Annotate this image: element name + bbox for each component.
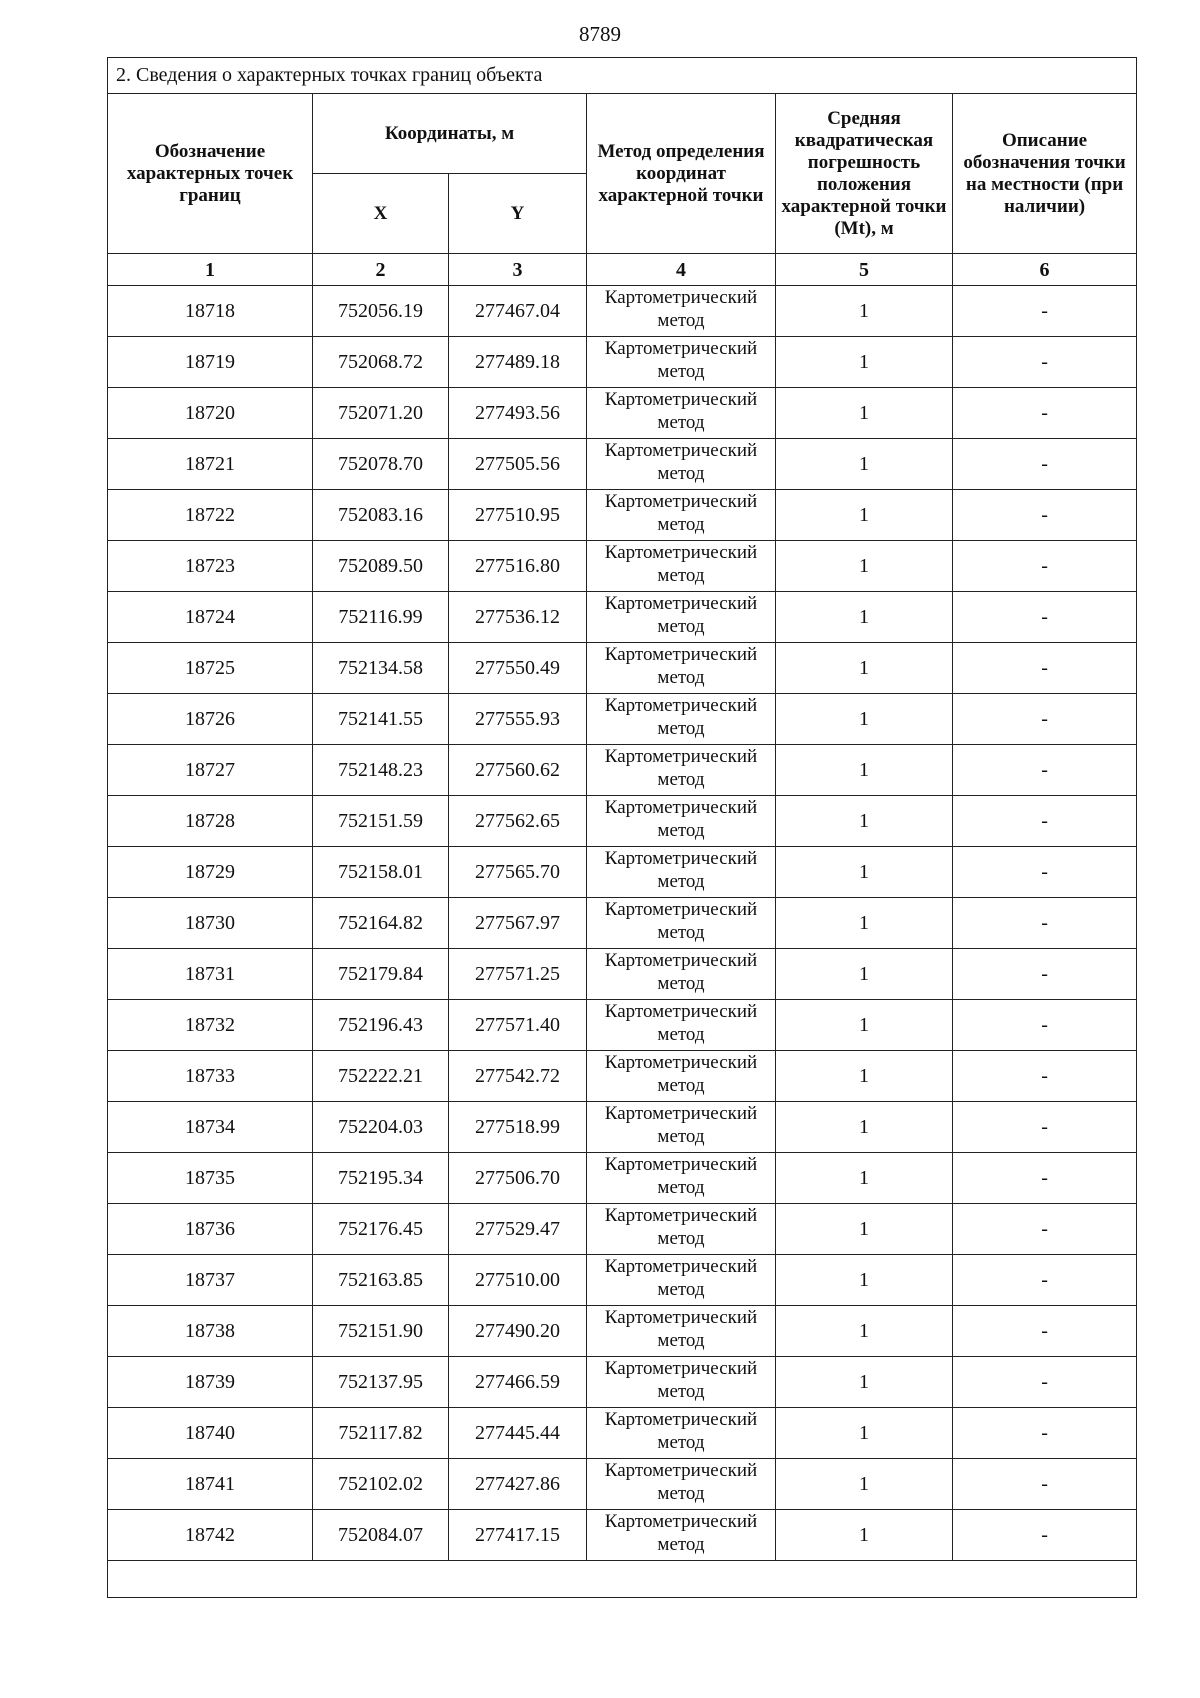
method-text-line1: Картометрический xyxy=(604,1103,758,1124)
table-body xyxy=(108,58,1137,1598)
point-id-cell: 18718 xyxy=(108,286,313,337)
table-row xyxy=(108,643,1137,694)
table-row xyxy=(108,1510,1137,1561)
method-cell xyxy=(587,1306,776,1357)
method-text-line1: Картометрический xyxy=(604,1511,758,1532)
y-coordinate-cell: 277571.40 xyxy=(449,1000,587,1051)
x-coordinate-cell: 752102.02 xyxy=(313,1459,449,1510)
method-cell xyxy=(587,1204,776,1255)
method-text-line1: Картометрический xyxy=(604,746,758,767)
y-coordinate-cell: 277567.97 xyxy=(449,898,587,949)
description-cell: - xyxy=(953,286,1137,337)
method-text-line2: метод xyxy=(657,1279,705,1300)
error-cell: 1 xyxy=(776,898,953,949)
table-row xyxy=(108,1459,1137,1510)
method-text-line1: Картометрический xyxy=(604,491,758,512)
method-text-line1: Картометрический xyxy=(604,440,758,461)
error-cell: 1 xyxy=(776,439,953,490)
method-text-line2: метод xyxy=(657,820,705,841)
table-row xyxy=(108,388,1137,439)
y-coordinate-cell: 277571.25 xyxy=(449,949,587,1000)
description-cell: - xyxy=(953,796,1137,847)
point-id-cell: 18741 xyxy=(108,1459,313,1510)
method-text-line1: Картометрический xyxy=(604,1205,758,1226)
method-text-line2: метод xyxy=(657,1432,705,1453)
x-coordinate-cell: 752137.95 xyxy=(313,1357,449,1408)
x-coordinate-cell: 752195.34 xyxy=(313,1153,449,1204)
description-cell: - xyxy=(953,1408,1137,1459)
method-text-line1: Картометрический xyxy=(604,1358,758,1379)
x-coordinate-cell: 752151.90 xyxy=(313,1306,449,1357)
point-id-cell: 18735 xyxy=(108,1153,313,1204)
point-id-cell: 18723 xyxy=(108,541,313,592)
method-text-line2: метод xyxy=(657,1177,705,1198)
x-coordinate-cell: 752196.43 xyxy=(313,1000,449,1051)
method-text-line2: метод xyxy=(657,871,705,892)
y-coordinate-cell: 277516.80 xyxy=(449,541,587,592)
y-coordinate-cell: 277542.72 xyxy=(449,1051,587,1102)
description-cell: - xyxy=(953,643,1137,694)
description-cell: - xyxy=(953,847,1137,898)
y-coordinate-cell: 277445.44 xyxy=(449,1408,587,1459)
y-coordinate-cell: 277536.12 xyxy=(449,592,587,643)
method-text-line2: метод xyxy=(657,310,705,331)
error-cell: 1 xyxy=(776,1204,953,1255)
table-row xyxy=(108,1051,1137,1102)
error-cell: 1 xyxy=(776,1000,953,1051)
x-coordinate-cell: 752116.99 xyxy=(313,592,449,643)
x-coordinate-cell: 752204.03 xyxy=(313,1102,449,1153)
description-cell: - xyxy=(953,1051,1137,1102)
y-coordinate-cell: 277490.20 xyxy=(449,1306,587,1357)
x-coordinate-cell: 752078.70 xyxy=(313,439,449,490)
section-title-row xyxy=(108,58,1137,94)
header-designation: Обозначение характерных точек границ xyxy=(108,94,313,254)
description-cell: - xyxy=(953,949,1137,1000)
x-coordinate-cell: 752163.85 xyxy=(313,1255,449,1306)
method-cell xyxy=(587,643,776,694)
header-method: Метод определения координат характерной точки xyxy=(587,94,776,254)
table-row xyxy=(108,1408,1137,1459)
error-cell: 1 xyxy=(776,1510,953,1561)
method-text-line1: Картометрический xyxy=(604,338,758,359)
y-coordinate-cell: 277427.86 xyxy=(449,1459,587,1510)
point-id-cell: 18730 xyxy=(108,898,313,949)
method-text-line2: метод xyxy=(657,667,705,688)
method-text-line2: метод xyxy=(657,616,705,637)
column-number-row xyxy=(108,254,1137,286)
error-cell: 1 xyxy=(776,1153,953,1204)
header-x: X xyxy=(313,174,449,254)
x-coordinate-cell: 752083.16 xyxy=(313,490,449,541)
table-row xyxy=(108,439,1137,490)
description-cell: - xyxy=(953,592,1137,643)
y-coordinate-cell: 277489.18 xyxy=(449,337,587,388)
error-cell: 1 xyxy=(776,1051,953,1102)
method-text-line1: Картометрический xyxy=(604,1052,758,1073)
method-cell xyxy=(587,1510,776,1561)
x-coordinate-cell: 752089.50 xyxy=(313,541,449,592)
point-id-cell: 18726 xyxy=(108,694,313,745)
point-id-cell: 18736 xyxy=(108,1204,313,1255)
y-coordinate-cell: 277565.70 xyxy=(449,847,587,898)
table-row xyxy=(108,337,1137,388)
method-cell xyxy=(587,898,776,949)
point-id-cell: 18720 xyxy=(108,388,313,439)
method-text-line2: метод xyxy=(657,361,705,382)
error-cell: 1 xyxy=(776,796,953,847)
x-coordinate-cell: 752084.07 xyxy=(313,1510,449,1561)
y-coordinate-cell: 277529.47 xyxy=(449,1204,587,1255)
y-coordinate-cell: 277510.95 xyxy=(449,490,587,541)
method-text-line2: метод xyxy=(657,922,705,943)
y-coordinate-cell: 277518.99 xyxy=(449,1102,587,1153)
error-cell: 1 xyxy=(776,1459,953,1510)
method-cell xyxy=(587,1408,776,1459)
point-id-cell: 18727 xyxy=(108,745,313,796)
point-id-cell: 18734 xyxy=(108,1102,313,1153)
method-text-line2: метод xyxy=(657,1330,705,1351)
x-coordinate-cell: 752176.45 xyxy=(313,1204,449,1255)
point-id-cell: 18719 xyxy=(108,337,313,388)
method-text-line2: метод xyxy=(657,1534,705,1555)
error-cell: 1 xyxy=(776,337,953,388)
error-cell: 1 xyxy=(776,1255,953,1306)
method-cell xyxy=(587,694,776,745)
method-text-line1: Картометрический xyxy=(604,1307,758,1328)
x-coordinate-cell: 752068.72 xyxy=(313,337,449,388)
column-number: 4 xyxy=(587,254,776,286)
section-title: 2. Сведения о характерных точках границ объекта xyxy=(108,58,1137,94)
method-text-line1: Картометрический xyxy=(604,389,758,410)
point-id-cell: 18731 xyxy=(108,949,313,1000)
y-coordinate-cell: 277505.56 xyxy=(449,439,587,490)
table-row xyxy=(108,592,1137,643)
table-row xyxy=(108,949,1137,1000)
y-coordinate-cell: 277550.49 xyxy=(449,643,587,694)
boundary-points-table xyxy=(107,57,1137,1598)
description-cell: - xyxy=(953,1204,1137,1255)
method-text-line1: Картометрический xyxy=(604,899,758,920)
method-text-line2: метод xyxy=(657,463,705,484)
y-coordinate-cell: 277417.15 xyxy=(449,1510,587,1561)
error-cell: 1 xyxy=(776,694,953,745)
method-text-line1: Картометрический xyxy=(604,644,758,665)
table-row xyxy=(108,847,1137,898)
table-row xyxy=(108,1255,1137,1306)
point-id-cell: 18722 xyxy=(108,490,313,541)
description-cell: - xyxy=(953,439,1137,490)
column-number: 1 xyxy=(108,254,313,286)
method-cell xyxy=(587,847,776,898)
x-coordinate-cell: 752148.23 xyxy=(313,745,449,796)
point-id-cell: 18733 xyxy=(108,1051,313,1102)
description-cell: - xyxy=(953,1459,1137,1510)
error-cell: 1 xyxy=(776,1306,953,1357)
method-text-line2: метод xyxy=(657,718,705,739)
description-cell: - xyxy=(953,388,1137,439)
y-coordinate-cell: 277506.70 xyxy=(449,1153,587,1204)
table-row xyxy=(108,745,1137,796)
table-row xyxy=(108,1102,1137,1153)
method-text-line1: Картометрический xyxy=(604,797,758,818)
method-cell xyxy=(587,388,776,439)
table-row xyxy=(108,1306,1137,1357)
table-row xyxy=(108,1000,1137,1051)
method-text-line1: Картометрический xyxy=(604,542,758,563)
y-coordinate-cell: 277562.65 xyxy=(449,796,587,847)
error-cell: 1 xyxy=(776,592,953,643)
x-coordinate-cell: 752151.59 xyxy=(313,796,449,847)
method-cell xyxy=(587,1000,776,1051)
table-row xyxy=(108,541,1137,592)
method-text-line1: Картометрический xyxy=(604,1001,758,1022)
point-id-cell: 18721 xyxy=(108,439,313,490)
header-error: Средняя квадратическая погрешность положения характерной точки (Mt), м xyxy=(776,94,953,254)
method-text-line1: Картометрический xyxy=(604,593,758,614)
description-cell: - xyxy=(953,694,1137,745)
column-number: 2 xyxy=(313,254,449,286)
error-cell: 1 xyxy=(776,286,953,337)
empty-footer-cell xyxy=(108,1561,1137,1598)
method-text-line2: метод xyxy=(657,1075,705,1096)
error-cell: 1 xyxy=(776,643,953,694)
error-cell: 1 xyxy=(776,847,953,898)
column-number: 3 xyxy=(449,254,587,286)
table-row xyxy=(108,898,1137,949)
point-id-cell: 18729 xyxy=(108,847,313,898)
method-text-line2: метод xyxy=(657,1024,705,1045)
method-cell xyxy=(587,796,776,847)
error-cell: 1 xyxy=(776,1357,953,1408)
method-text-line1: Картометрический xyxy=(604,1460,758,1481)
point-id-cell: 18732 xyxy=(108,1000,313,1051)
point-id-cell: 18724 xyxy=(108,592,313,643)
description-cell: - xyxy=(953,490,1137,541)
method-cell xyxy=(587,1051,776,1102)
point-id-cell: 18742 xyxy=(108,1510,313,1561)
point-id-cell: 18738 xyxy=(108,1306,313,1357)
method-text-line2: метод xyxy=(657,1483,705,1504)
method-cell xyxy=(587,1459,776,1510)
method-text-line2: метод xyxy=(657,973,705,994)
method-cell xyxy=(587,1102,776,1153)
x-coordinate-cell: 752158.01 xyxy=(313,847,449,898)
table-row xyxy=(108,286,1137,337)
description-cell: - xyxy=(953,541,1137,592)
description-cell: - xyxy=(953,898,1137,949)
column-number: 5 xyxy=(776,254,953,286)
method-cell xyxy=(587,949,776,1000)
point-id-cell: 18725 xyxy=(108,643,313,694)
point-id-cell: 18728 xyxy=(108,796,313,847)
description-cell: - xyxy=(953,745,1137,796)
x-coordinate-cell: 752222.21 xyxy=(313,1051,449,1102)
y-coordinate-cell: 277510.00 xyxy=(449,1255,587,1306)
method-cell xyxy=(587,439,776,490)
method-cell xyxy=(587,592,776,643)
x-coordinate-cell: 752056.19 xyxy=(313,286,449,337)
method-text-line1: Картометрический xyxy=(604,1409,758,1430)
description-cell: - xyxy=(953,1510,1137,1561)
x-coordinate-cell: 752179.84 xyxy=(313,949,449,1000)
description-cell: - xyxy=(953,1000,1137,1051)
description-cell: - xyxy=(953,1306,1137,1357)
y-coordinate-cell: 277466.59 xyxy=(449,1357,587,1408)
method-cell xyxy=(587,1357,776,1408)
x-coordinate-cell: 752117.82 xyxy=(313,1408,449,1459)
method-cell xyxy=(587,745,776,796)
method-text-line2: метод xyxy=(657,1126,705,1147)
description-cell: - xyxy=(953,1357,1137,1408)
header-coordinates: Координаты, м xyxy=(313,94,587,174)
method-text-line1: Картометрический xyxy=(604,287,758,308)
description-cell: - xyxy=(953,1102,1137,1153)
description-cell: - xyxy=(953,1153,1137,1204)
error-cell: 1 xyxy=(776,949,953,1000)
method-cell xyxy=(587,337,776,388)
method-cell xyxy=(587,1255,776,1306)
x-coordinate-cell: 752164.82 xyxy=(313,898,449,949)
table-row xyxy=(108,490,1137,541)
table-row xyxy=(108,1153,1137,1204)
method-text-line1: Картометрический xyxy=(604,1256,758,1277)
empty-footer-row xyxy=(108,1561,1137,1598)
error-cell: 1 xyxy=(776,1408,953,1459)
table-row xyxy=(108,796,1137,847)
point-id-cell: 18740 xyxy=(108,1408,313,1459)
method-cell xyxy=(587,490,776,541)
method-text-line1: Картометрический xyxy=(604,848,758,869)
x-coordinate-cell: 752134.58 xyxy=(313,643,449,694)
method-cell xyxy=(587,286,776,337)
method-text-line2: метод xyxy=(657,514,705,535)
error-cell: 1 xyxy=(776,1102,953,1153)
method-text-line1: Картометрический xyxy=(604,695,758,716)
error-cell: 1 xyxy=(776,388,953,439)
method-text-line2: метод xyxy=(657,769,705,790)
method-cell xyxy=(587,1153,776,1204)
table-row xyxy=(108,1357,1137,1408)
x-coordinate-cell: 752141.55 xyxy=(313,694,449,745)
table-row xyxy=(108,1204,1137,1255)
page-number: 8789 xyxy=(579,22,621,46)
method-text-line2: метод xyxy=(657,565,705,586)
error-cell: 1 xyxy=(776,490,953,541)
point-id-cell: 18737 xyxy=(108,1255,313,1306)
method-text-line2: метод xyxy=(657,1228,705,1249)
header-y: Y xyxy=(449,174,587,254)
description-cell: - xyxy=(953,1255,1137,1306)
x-coordinate-cell: 752071.20 xyxy=(313,388,449,439)
method-text-line1: Картометрический xyxy=(604,950,758,971)
method-cell xyxy=(587,541,776,592)
y-coordinate-cell: 277555.93 xyxy=(449,694,587,745)
header-description: Описание обозначения точки на местности (при наличии) xyxy=(953,94,1137,254)
error-cell: 1 xyxy=(776,541,953,592)
point-id-cell: 18739 xyxy=(108,1357,313,1408)
method-text-line2: метод xyxy=(657,412,705,433)
method-text-line1: Картометрический xyxy=(604,1154,758,1175)
y-coordinate-cell: 277467.04 xyxy=(449,286,587,337)
y-coordinate-cell: 277493.56 xyxy=(449,388,587,439)
error-cell: 1 xyxy=(776,745,953,796)
y-coordinate-cell: 277560.62 xyxy=(449,745,587,796)
table-row xyxy=(108,694,1137,745)
header-row-top xyxy=(108,94,1137,174)
description-cell: - xyxy=(953,337,1137,388)
method-text-line2: метод xyxy=(657,1381,705,1402)
column-number: 6 xyxy=(953,254,1137,286)
